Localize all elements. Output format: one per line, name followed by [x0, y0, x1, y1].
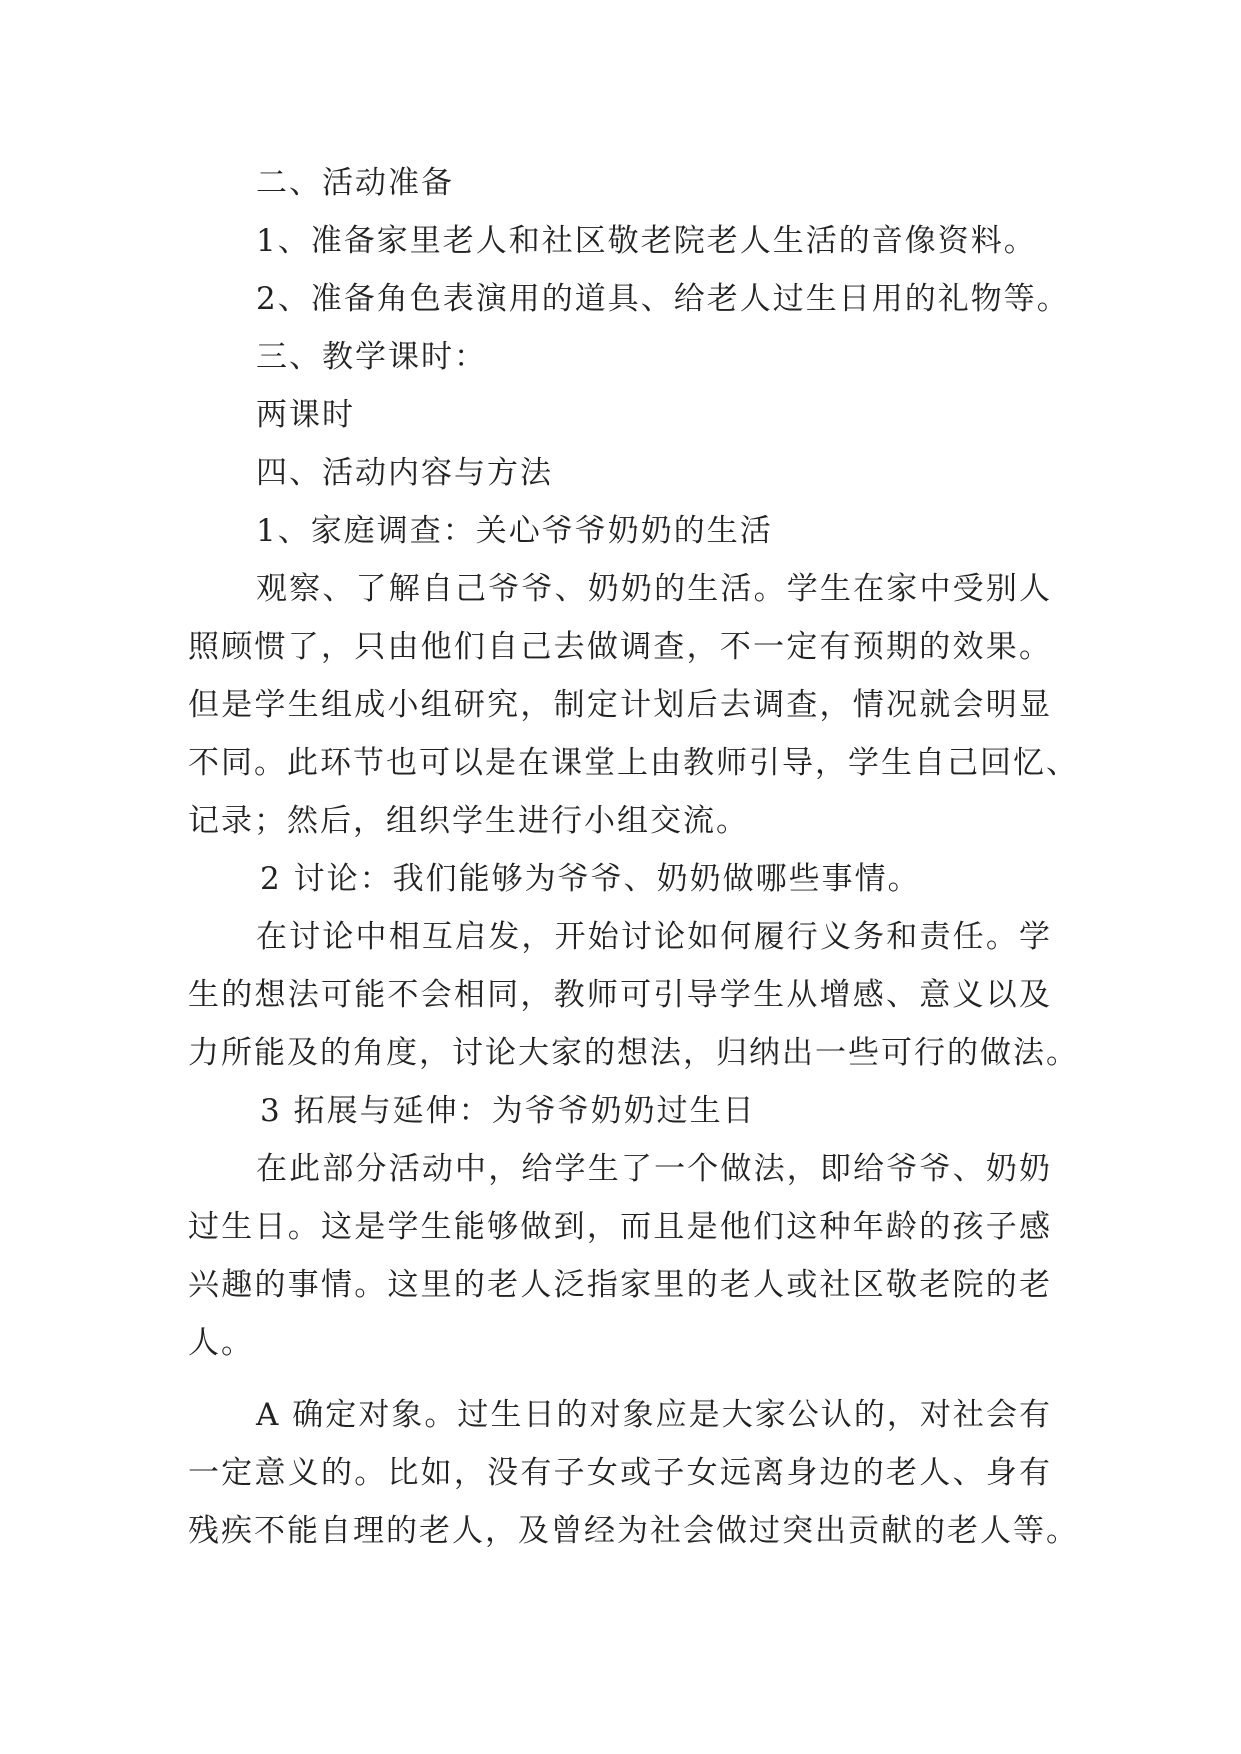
- paragraph-line: 但是学生组成小组研究，制定计划后去调查，情况就会明显: [188, 687, 1052, 723]
- section-heading-activity-content: 四、活动内容与方法: [256, 455, 553, 491]
- paragraph-line: 力所能及的角度，讨论大家的想法，归纳出一些可行的做法。: [188, 1035, 1079, 1071]
- paragraph-line: A 确定对象。过生日的对象应是大家公认的，对社会有: [256, 1397, 1052, 1433]
- paragraph-line: 照顾惯了，只由他们自己去做调查，不一定有预期的效果。: [188, 629, 1052, 665]
- paragraph-line: 残疾不能自理的老人，及曾经为社会做过突出贡献的老人等。: [188, 1513, 1079, 1549]
- paragraph-line: 在此部分活动中，给学生了一个做法，即给爷爷、奶奶: [256, 1151, 1052, 1187]
- section-heading-class-hours: 三、教学课时：: [256, 339, 487, 375]
- subheading-family-survey: 1、家庭调查：关心爷爷奶奶的生活: [256, 513, 773, 549]
- paragraph-line: 记录；然后，组织学生进行小组交流。: [188, 803, 749, 839]
- paragraph-line: 不同。此环节也可以是在课堂上由教师引导，学生自己回忆、: [188, 745, 1079, 781]
- paragraph-line: 观察、了解自己爷爷、奶奶的生活。学生在家中受别人: [256, 571, 1052, 607]
- preparation-item-1: 1、准备家里老人和社区敬老院老人生活的音像资料。: [256, 223, 1037, 259]
- subheading-discussion: 2 讨论：我们能够为爷爷、奶奶做哪些事情。: [260, 861, 921, 897]
- paragraph-line: 人。: [188, 1325, 254, 1361]
- paragraph-line: 兴趣的事情。这里的老人泛指家里的老人或社区敬老院的老: [188, 1267, 1052, 1303]
- paragraph-line: 生的想法可能不会相同，教师可引导学生从增感、意义以及: [188, 977, 1052, 1013]
- class-hours-text: 两课时: [256, 397, 355, 433]
- paragraph-line: 一定意义的。比如，没有子女或子女远离身边的老人、身有: [188, 1455, 1052, 1491]
- paragraph-line: 在讨论中相互启发，开始讨论如何履行义务和责任。学: [256, 919, 1052, 955]
- subheading-extension: 3 拓展与延伸：为爷爷奶奶过生日: [260, 1093, 756, 1129]
- document-body: [188, 154, 1079, 1560]
- paragraph-gap: [188, 1372, 1052, 1386]
- preparation-item-2: 2、准备角色表演用的道具、给老人过生日用的礼物等。: [256, 281, 1070, 317]
- section-heading-preparation: 二、活动准备: [256, 165, 454, 201]
- paragraph-line: 过生日。这是学生能够做到，而且是他们这种年龄的孩子感: [188, 1209, 1052, 1245]
